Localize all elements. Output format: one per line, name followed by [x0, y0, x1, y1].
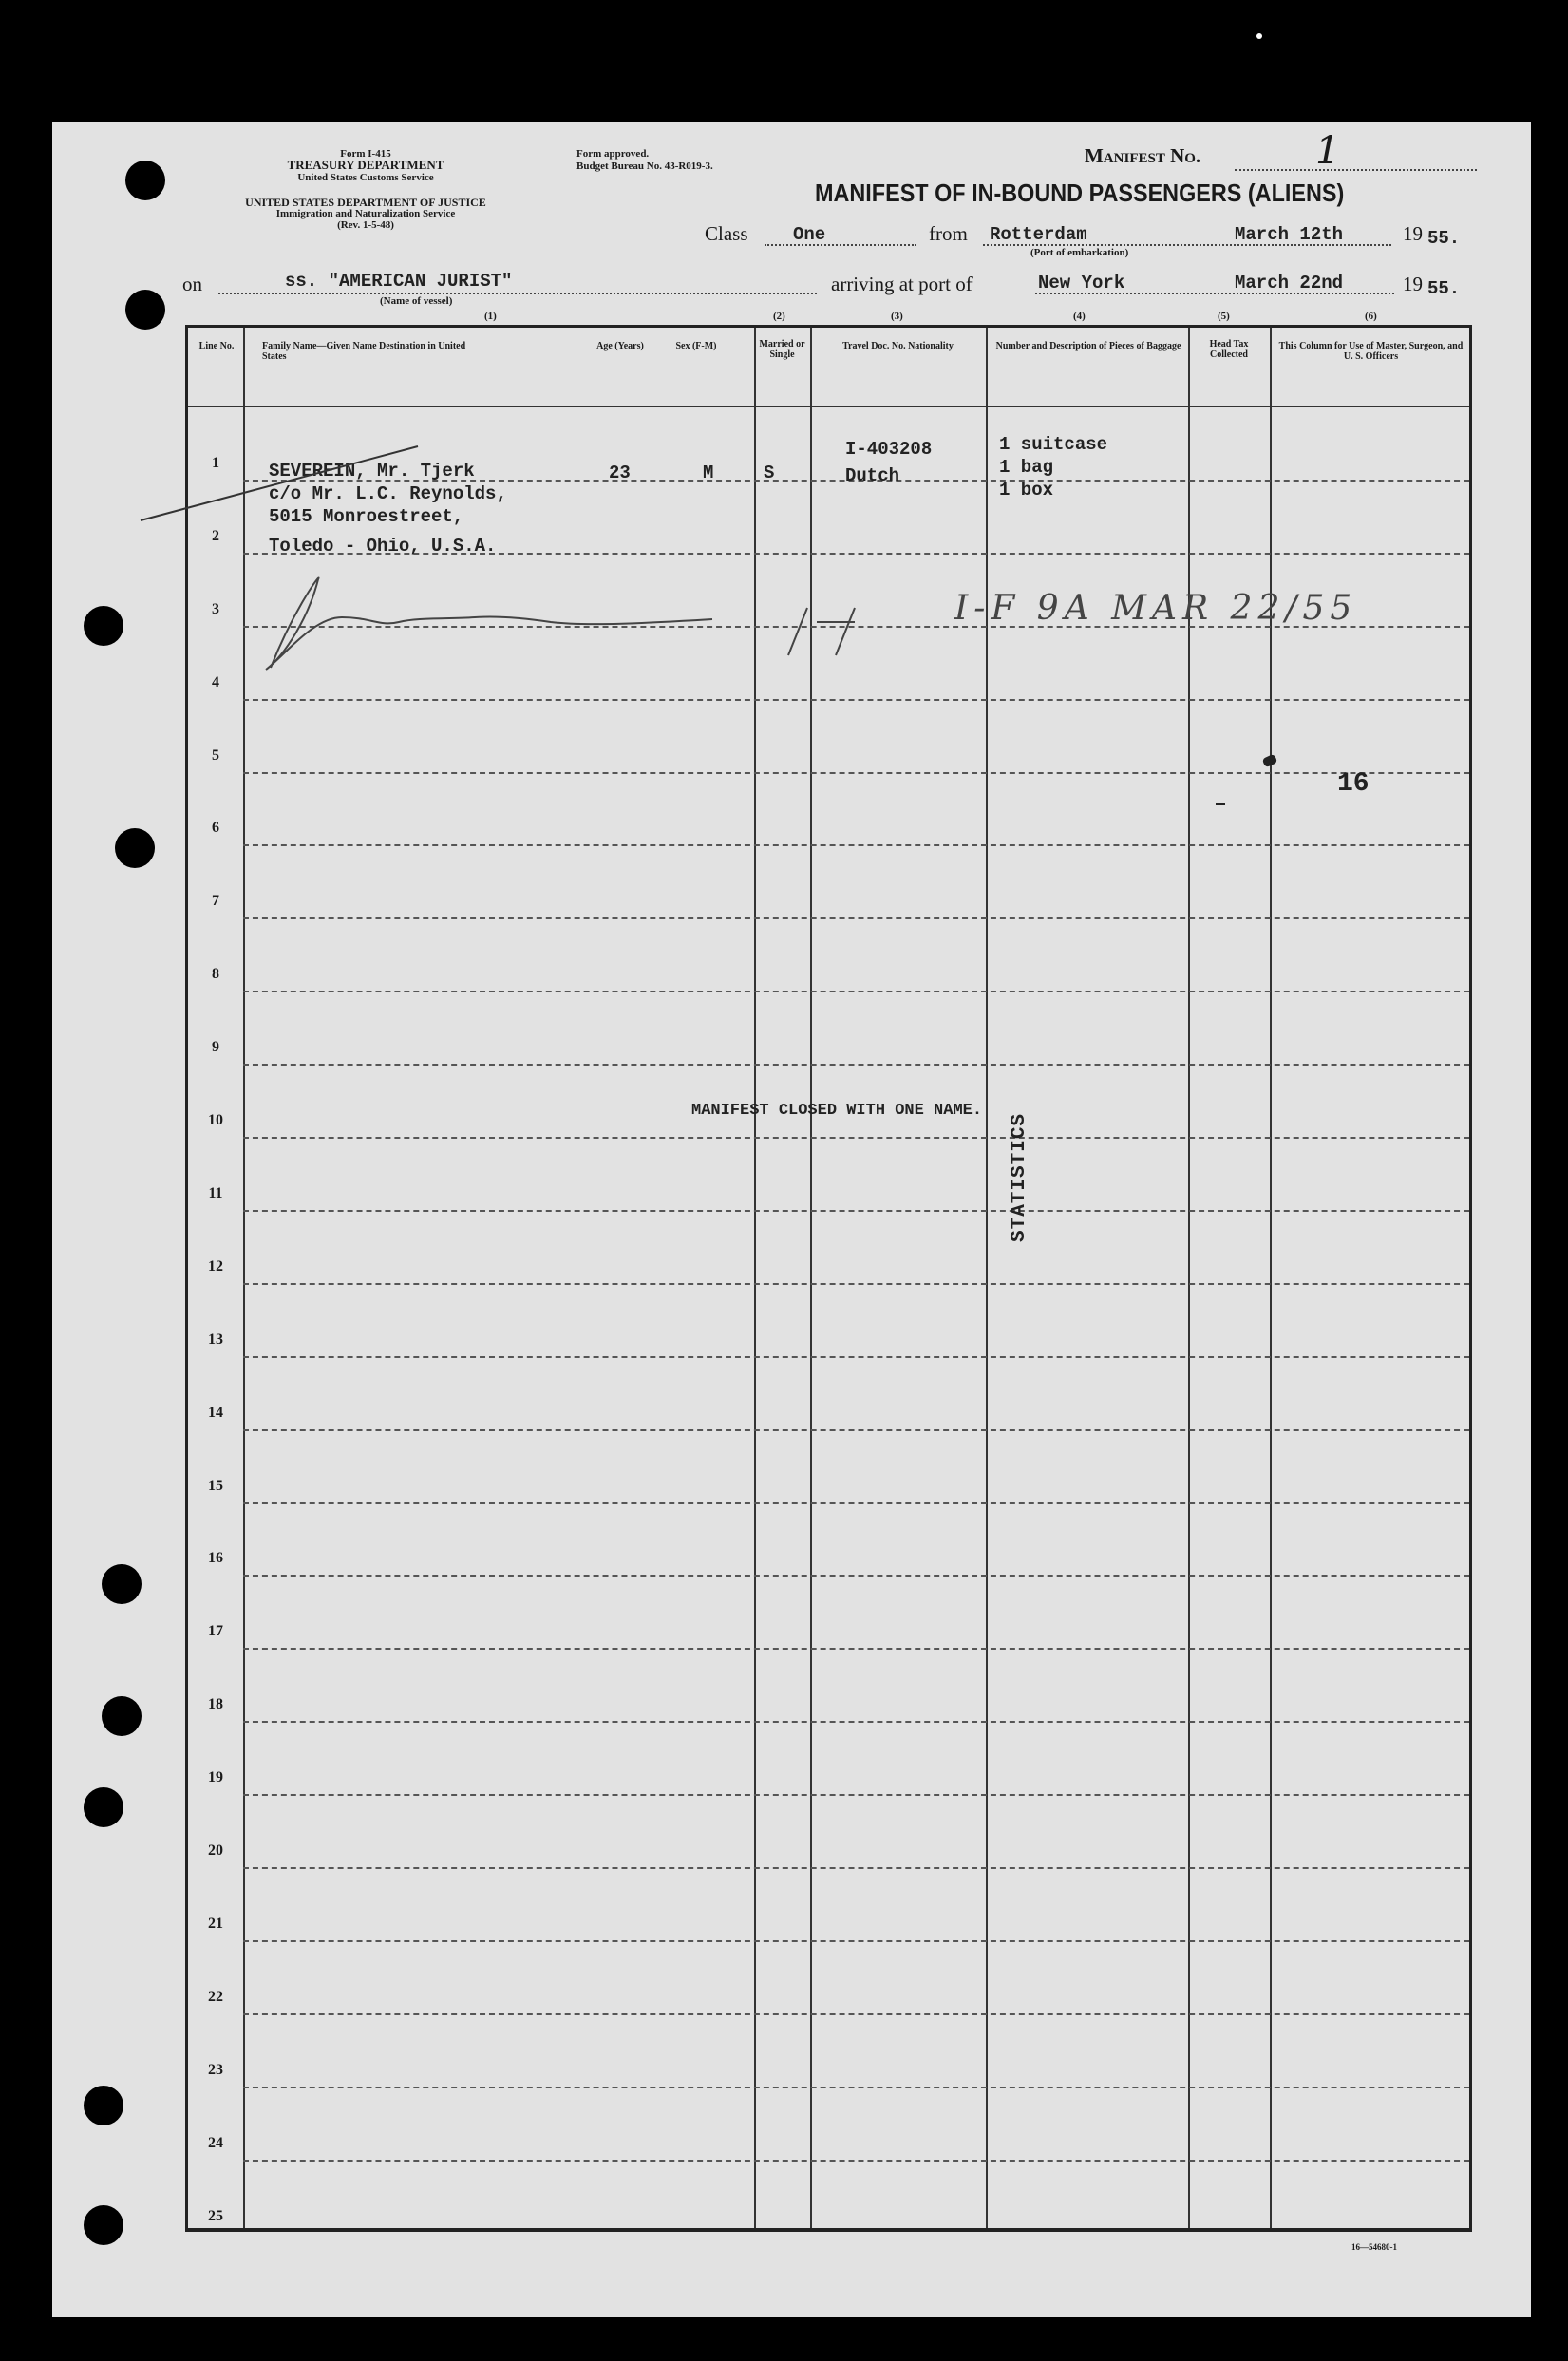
line-number: 18 [208, 1696, 223, 1713]
footer-code: 16—54680-1 [1351, 2242, 1397, 2252]
column-number: (3) [891, 311, 903, 322]
line-number: 20 [208, 1842, 223, 1859]
line-number: 5 [212, 746, 219, 764]
embarkation-caption: (Port of embarkation) [1030, 247, 1129, 258]
line-number: 23 [208, 2061, 223, 2078]
year-1: 55. [1427, 228, 1461, 249]
page-title: MANIFEST OF IN-BOUND PASSENGERS (ALIENS) [815, 179, 1345, 207]
line-number: 7 [212, 893, 219, 910]
line-number: 11 [208, 1184, 223, 1201]
baggage-2: 1 bag [999, 457, 1054, 478]
ink-mark [1216, 803, 1225, 805]
handwritten-annotation: I-F 9A MAR 22/55 [954, 589, 1358, 628]
vessel-caption: (Name of vessel) [380, 295, 453, 307]
form-approved: Form approved. [576, 148, 650, 160]
manifest-no-value: 1 [1315, 129, 1340, 173]
budget-bureau: Budget Bureau No. 43-R019-3. [576, 161, 713, 172]
departure-date: March 12th [1235, 224, 1344, 245]
line-number: 25 [208, 2207, 223, 2224]
column-number: (4) [1073, 311, 1086, 322]
line-number: 22 [208, 1988, 223, 2005]
col-officers: This Column for Use of Master, Surgeon, and U. S. Officers [1278, 341, 1464, 362]
col-name: Family Name—Given Name Destination in United States [262, 341, 466, 362]
line-number: 21 [208, 1915, 223, 1932]
revision: (Rev. 1-5-48) [337, 219, 394, 231]
line-number: 9 [212, 1039, 219, 1056]
line-number: 16 [208, 1550, 223, 1567]
line-number: 2 [212, 527, 219, 544]
officer-mark: 16 [1337, 769, 1370, 799]
line-number: 24 [208, 2134, 223, 2151]
class-value: One [793, 224, 826, 245]
column-number: (6) [1365, 311, 1377, 322]
manifest-no-label: Manifest No. [1085, 144, 1201, 167]
baggage-1: 1 suitcase [999, 434, 1108, 455]
line-number: 12 [208, 1257, 223, 1275]
line-number: 3 [212, 600, 219, 617]
nationality: Dutch [845, 465, 900, 486]
line-number: 14 [208, 1404, 223, 1421]
line-number: 8 [212, 966, 219, 983]
justice-dept: UNITED STATES DEPARTMENT OF JUSTICE [245, 196, 486, 209]
statistics-stamp: STATISTICS [1009, 1112, 1030, 1242]
col-line-no: Line No. [198, 341, 235, 351]
line-number: 6 [212, 820, 219, 837]
year-prefix-2: 19 [1403, 273, 1423, 295]
manifest-closed-note: MANIFEST CLOSED WITH ONE NAME. [691, 1102, 983, 1120]
passenger-marital: S [764, 463, 775, 483]
travel-doc-no: I-403208 [845, 439, 933, 460]
passenger-address-3: Toledo - Ohio, U.S.A. [269, 536, 497, 557]
col-married: Married or Single [759, 339, 805, 360]
column-number: (2) [773, 311, 785, 322]
line-number: 4 [212, 673, 219, 690]
line-number: 13 [208, 1331, 223, 1348]
arrival-date: March 22nd [1235, 273, 1344, 293]
passenger-age: 23 [609, 463, 631, 483]
treasury-dept: TREASURY DEPARTMENT [287, 158, 444, 172]
from-label: from [929, 222, 968, 245]
passenger-address-2: 5015 Monroestreet, [269, 506, 464, 527]
col-baggage: Number and Description of Pieces of Baggage [995, 341, 1181, 351]
passenger-address-1: c/o Mr. L.C. Reynolds, [269, 483, 507, 504]
on-label: on [182, 273, 202, 295]
passenger-name: SEVEREIN, Mr. Tjerk [269, 461, 475, 482]
class-label: Class [705, 222, 748, 245]
baggage-3: 1 box [999, 480, 1054, 501]
col-sex: Sex (F-M) [675, 341, 717, 351]
ins-label: Immigration and Naturalization Service [275, 208, 456, 219]
col-age: Age (Years) [596, 341, 644, 351]
column-number: (5) [1218, 311, 1230, 322]
form-number: Form I-415 [340, 148, 391, 160]
embarkation-port: Rotterdam [990, 224, 1087, 245]
customs-service: United States Customs Service [297, 172, 434, 183]
line-number: 15 [208, 1477, 223, 1494]
line-number: 17 [208, 1623, 223, 1640]
vessel-name: ss. "AMERICAN JURIST" [285, 271, 513, 292]
year-2: 55. [1427, 278, 1461, 299]
passenger-sex: M [703, 463, 714, 483]
column-number: (1) [484, 311, 497, 322]
arriving-label: arriving at port of [831, 273, 973, 295]
col-travel-doc: Travel Doc. No. Nationality [842, 341, 954, 351]
year-prefix-1: 19 [1403, 222, 1423, 245]
line-number: 19 [208, 1769, 223, 1786]
line-number: 1 [212, 454, 219, 471]
col-head-tax: Head Tax Collected [1209, 339, 1249, 360]
arrival-port: New York [1038, 273, 1125, 293]
line-number: 10 [208, 1112, 223, 1128]
